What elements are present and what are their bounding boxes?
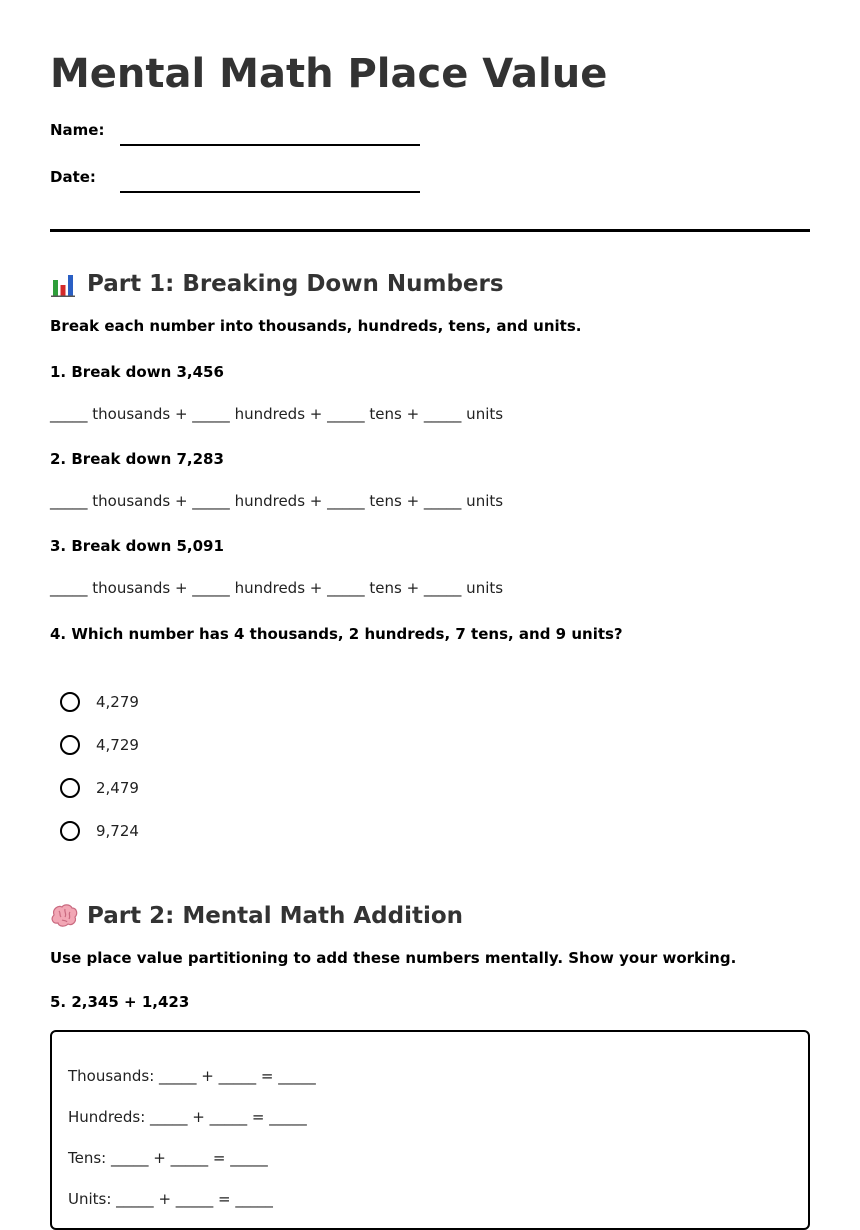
part2-title-text: Part 2: Mental Math Addition: [87, 903, 464, 929]
option-label: 4,279: [96, 692, 139, 711]
part2-title: [50, 900, 810, 932]
radio-button[interactable]: [60, 778, 80, 798]
radio-button[interactable]: [60, 692, 80, 712]
page-title: Mental Math Place Value: [50, 51, 608, 97]
question-4: 4. Which number has 4 thousands, 2 hundreds, 7 tens, and 9 units?: [50, 625, 623, 643]
part1-title: [50, 268, 810, 300]
name-field-row: [50, 116, 810, 146]
question-2-fillin[interactable]: _____ thousands + _____ hundreds + _____ tens + _____ units: [50, 492, 504, 510]
option-row[interactable]: [60, 680, 810, 723]
date-field-row: [50, 163, 810, 193]
radio-button[interactable]: [60, 735, 80, 755]
header-divider: [50, 229, 810, 232]
bar-chart-icon: [50, 271, 76, 297]
question-4-options: [50, 680, 810, 852]
work-line-hundreds[interactable]: Hundreds: _____ + _____ = _____: [68, 1108, 307, 1126]
option-label: 9,724: [96, 821, 139, 840]
option-row[interactable]: [60, 723, 810, 766]
question-3: 3. Break down 5,091: [50, 537, 224, 555]
part1-instructions: Break each number into thousands, hundreds, tens, and units.: [50, 317, 582, 335]
part1-title-text: Part 1: Breaking Down Numbers: [87, 271, 504, 297]
work-line-units[interactable]: Units: _____ + _____ = _____: [68, 1190, 273, 1208]
option-label: 2,479: [96, 778, 139, 797]
work-line-thousands[interactable]: Thousands: _____ + _____ = _____: [68, 1067, 316, 1085]
working-box: [50, 1030, 810, 1230]
part2-instructions: Use place value partitioning to add these numbers mentally. Show your working.: [50, 949, 737, 967]
question-1-fillin[interactable]: _____ thousands + _____ hundreds + _____ tens + _____ units: [50, 405, 504, 423]
name-label: Name:: [50, 121, 105, 139]
date-line[interactable]: [120, 165, 420, 193]
option-label: 4,729: [96, 735, 139, 754]
name-line[interactable]: [120, 118, 420, 146]
brain-icon: [50, 903, 76, 929]
question-2: 2. Break down 7,283: [50, 450, 224, 468]
work-line-tens[interactable]: Tens: _____ + _____ = _____: [68, 1149, 268, 1167]
option-row[interactable]: [60, 766, 810, 809]
date-label: Date:: [50, 168, 96, 186]
option-row[interactable]: [60, 809, 810, 852]
question-1: 1. Break down 3,456: [50, 363, 224, 381]
question-5: 5. 2,345 + 1,423: [50, 993, 190, 1011]
question-3-fillin[interactable]: _____ thousands + _____ hundreds + _____ tens + _____ units: [50, 579, 504, 597]
radio-button[interactable]: [60, 821, 80, 841]
